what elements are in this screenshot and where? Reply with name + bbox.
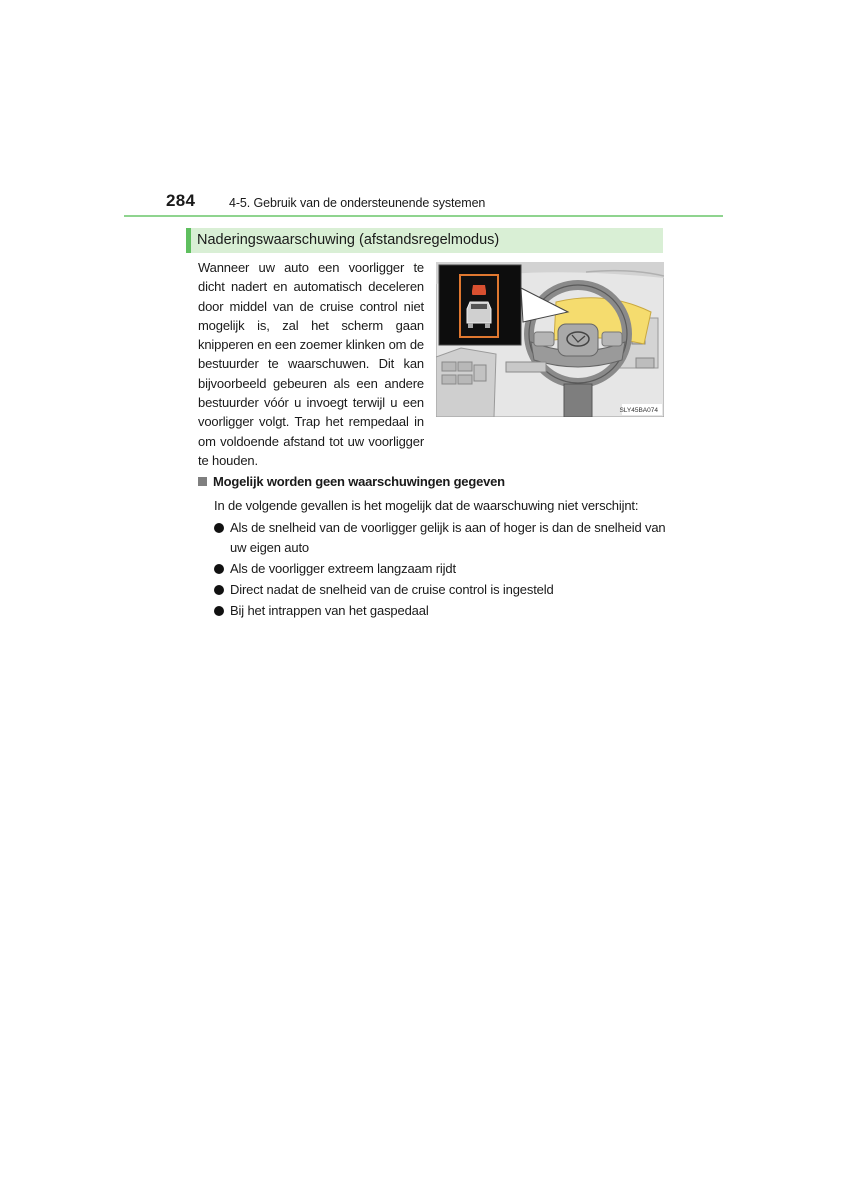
list-item	[214, 518, 674, 558]
dashboard-illustration	[436, 262, 664, 417]
section-heading-accent	[186, 228, 191, 253]
subsection-heading-text: Mogelijk worden geen waarschuwingen gegeven	[213, 474, 505, 489]
list-item-text: Direct nadat de snelheid van de cruise control is ingesteld	[230, 582, 554, 597]
running-head: 4-5. Gebruik van de ondersteunende systemen	[229, 196, 486, 210]
list-item-text: Als de voorligger extreem langzaam rijdt	[230, 561, 456, 576]
intro-paragraph: Wanneer uw auto een voorligger te dicht nadert en automatisch deceleren door middel van de cruise control niet mogelijk is, zal het scherm gaan knipperen en een zoemer klinken om de bestuurder te waarschuwen. Dit kan bijvoorbeeld gebeuren als een andere bestuurder vóór u invoegt terwijl u een voorligger volgt. Trap het rempedaal in om voldoende afstand tot uw voorligger te houden.	[198, 260, 424, 468]
bullet-icon	[214, 523, 224, 533]
bullet-icon	[214, 606, 224, 616]
list-item	[214, 580, 674, 600]
list-item	[214, 559, 674, 579]
list-item	[214, 601, 674, 621]
subsection-heading	[198, 474, 505, 489]
section-title: Naderingswaarschuwing (afstandsregelmodus)	[197, 232, 500, 248]
bullet-icon	[214, 564, 224, 574]
bullet-icon	[214, 585, 224, 595]
page-number: 284	[166, 191, 196, 210]
list-item-text: Bij het intrappen van het gaspedaal	[230, 603, 429, 618]
section-heading-bar	[186, 228, 663, 253]
square-bullet-icon	[198, 477, 207, 486]
list-item-text: Als de snelheid van de voorligger gelijk is aan of hoger is dan de snelheid van uw eigen auto	[230, 520, 666, 555]
illustration-code: SLY45BA074	[619, 407, 658, 414]
header-rule	[124, 215, 723, 217]
bullet-list	[214, 518, 674, 622]
subsection-lead: In de volgende gevallen is het mogelijk dat de waarschuwing niet verschijnt:	[214, 498, 639, 513]
